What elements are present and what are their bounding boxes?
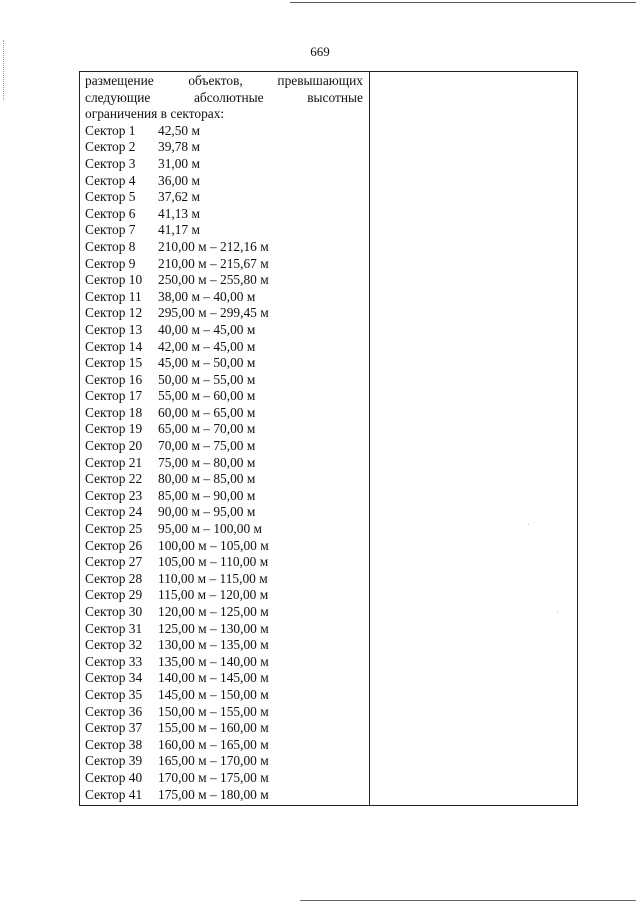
intro-word: абсолютные: [193, 89, 264, 105]
sector-value: 295,00 м – 299,45 м: [158, 305, 269, 321]
sector-value: 42,00 м – 45,00 м: [158, 338, 256, 354]
sector-value: 135,00 м – 140,00 м: [158, 653, 269, 669]
sector-row: [85, 438, 363, 455]
scan-edge-bottom: [300, 900, 636, 901]
sector-row: [85, 704, 363, 721]
sector-value: 65,00 м – 70,00 м: [158, 421, 256, 437]
sector-value: 80,00 м – 85,00 м: [158, 471, 256, 487]
sector-row: [85, 687, 363, 704]
sector-value: 250,00 м – 255,80 м: [158, 272, 269, 288]
sector-name: Сектор 7: [85, 222, 136, 238]
sector-name: Сектор 10: [85, 272, 143, 288]
sector-value: 55,00 м – 60,00 м: [158, 388, 256, 404]
sector-row: [85, 637, 363, 654]
scan-speck: [557, 612, 558, 613]
sector-name: Сектор 19: [85, 421, 143, 437]
sector-value: 31,00 м: [158, 155, 200, 171]
intro-word: следующие: [85, 89, 151, 105]
sector-value: 155,00 м – 160,00 м: [158, 720, 269, 736]
sector-value: 75,00 м – 80,00 м: [158, 454, 256, 470]
sector-name: Сектор 31: [85, 620, 143, 636]
sector-name: Сектор 32: [85, 637, 143, 653]
sector-name: Сектор 3: [85, 155, 136, 171]
sector-value: 110,00 м – 115,00 м: [158, 570, 268, 586]
sector-value: 38,00 м – 40,00 м: [158, 288, 256, 304]
sector-name: Сектор 9: [85, 255, 136, 271]
sector-value: 175,00 м – 180,00 м: [158, 786, 269, 802]
sector-row: [85, 372, 363, 389]
sector-name: Сектор 13: [85, 321, 143, 337]
sector-name: Сектор 36: [85, 703, 143, 719]
sector-row: [85, 720, 363, 737]
sector-row: [85, 139, 363, 156]
sector-row: [85, 256, 363, 273]
sector-value: 140,00 м – 145,00 м: [158, 670, 269, 686]
sector-name: Сектор 18: [85, 404, 143, 420]
sector-row: [85, 604, 363, 621]
sector-name: Сектор 23: [85, 487, 143, 503]
intro-line-3: ограничения в секторах:: [85, 106, 225, 122]
sector-list: [85, 123, 363, 803]
sector-row: [85, 355, 363, 372]
intro-line-1: [85, 73, 363, 90]
sector-row: [85, 670, 363, 687]
sector-value: 165,00 м – 170,00 м: [158, 753, 269, 769]
sector-row: [85, 421, 363, 438]
sector-value: 150,00 м – 155,00 м: [158, 703, 269, 719]
sector-row: [85, 654, 363, 671]
sector-name: Сектор 15: [85, 355, 143, 371]
sector-name: Сектор 14: [85, 338, 143, 354]
sector-name: Сектор 4: [85, 172, 136, 188]
sector-row: [85, 322, 363, 339]
sector-row: [85, 587, 363, 604]
sector-name: Сектор 29: [85, 587, 143, 603]
sector-value: 39,78 м: [158, 139, 200, 155]
sector-name: Сектор 40: [85, 769, 143, 785]
sector-row: [85, 305, 363, 322]
sector-name: Сектор 30: [85, 604, 143, 619]
sector-value: 60,00 м – 65,00 м: [158, 404, 256, 420]
sector-name: Сектор 12: [85, 305, 143, 321]
sector-name: Сектор 38: [85, 736, 143, 752]
sector-name: Сектор 33: [85, 653, 143, 669]
sector-row: [85, 272, 363, 289]
sector-value: 105,00 м – 110,00 м: [158, 554, 269, 570]
sector-name: Сектор 28: [85, 570, 143, 586]
sector-name: Сектор 20: [85, 438, 143, 454]
sector-row: [85, 405, 363, 422]
sector-name: Сектор 35: [85, 686, 143, 702]
sector-name: Сектор 25: [85, 521, 143, 537]
sector-name: Сектор 22: [85, 471, 143, 487]
sector-name: Сектор 16: [85, 371, 143, 387]
sector-name: Сектор 11: [85, 288, 142, 304]
sector-row: [85, 455, 363, 472]
sector-name: Сектор 6: [85, 205, 136, 221]
intro-word: объектов,: [188, 73, 243, 88]
column-divider: [369, 72, 370, 805]
sector-value: 95,00 м – 100,00 м: [158, 521, 262, 537]
sector-row: [85, 621, 363, 638]
document-table: [79, 71, 578, 806]
sector-row: [85, 770, 363, 787]
sector-row: [85, 521, 363, 538]
sector-row: [85, 189, 363, 206]
sector-value: 145,00 м – 150,00 м: [158, 686, 269, 702]
sector-value: 70,00 м – 75,00 м: [158, 438, 256, 454]
sector-value: 115,00 м – 120,00 м: [158, 587, 269, 603]
sector-name: Сектор 24: [85, 504, 143, 520]
sector-name: Сектор 8: [85, 238, 136, 254]
sector-value: 100,00 м – 105,00 м: [158, 537, 269, 553]
intro-word: высотные: [307, 89, 363, 105]
sector-value: 85,00 м – 90,00 м: [158, 487, 256, 503]
sector-value: 160,00 м – 165,00 м: [158, 736, 269, 752]
sector-value: 170,00 м – 175,00 м: [158, 769, 269, 785]
sector-value: 90,00 м – 95,00 м: [158, 504, 256, 520]
sector-name: Сектор 41: [85, 786, 143, 802]
sector-row: [85, 737, 363, 754]
sector-value: 50,00 м – 55,00 м: [158, 371, 256, 387]
sector-row: [85, 289, 363, 306]
sector-name: Сектор 1: [85, 122, 136, 138]
page-number: 669: [310, 44, 330, 59]
sector-name: Сектор 34: [85, 670, 143, 686]
scan-edge-top: [290, 2, 636, 3]
sector-row: [85, 787, 363, 804]
sector-value: 120,00 м – 125,00 м: [158, 604, 269, 619]
sector-row: [85, 388, 363, 405]
sector-name: Сектор 2: [85, 139, 136, 155]
sector-value: 41,13 м: [158, 205, 200, 221]
sector-row: [85, 156, 363, 173]
sector-row: [85, 206, 363, 223]
sector-row: [85, 753, 363, 770]
sector-row: [85, 538, 363, 555]
sector-value: 41,17 м: [158, 222, 200, 238]
sector-value: 37,62 м: [158, 189, 200, 205]
sector-name: Сектор 27: [85, 554, 143, 570]
sector-row: [85, 504, 363, 521]
sector-value: 210,00 м – 212,16 м: [158, 238, 269, 254]
sector-name: Сектор 5: [85, 189, 136, 205]
sector-value: 42,50 м: [158, 122, 200, 138]
sector-row: [85, 571, 363, 588]
sector-name: Сектор 17: [85, 388, 143, 404]
sector-value: 36,00 м: [158, 172, 200, 188]
intro-word: размещение: [85, 73, 154, 88]
sector-name: Сектор 37: [85, 720, 143, 736]
sector-name: Сектор 21: [85, 454, 143, 470]
sector-row: [85, 339, 363, 356]
sector-row: [85, 471, 363, 488]
sector-row: [85, 123, 363, 140]
sector-row: [85, 554, 363, 571]
sector-row: [85, 222, 363, 239]
sector-value: 125,00 м – 130,00 м: [158, 620, 269, 636]
sector-row: [85, 173, 363, 190]
scan-speck: [528, 524, 529, 525]
sector-row: [85, 488, 363, 505]
sector-name: Сектор 39: [85, 753, 143, 769]
intro-line-2: [85, 90, 363, 107]
sector-value: 210,00 м – 215,67 м: [158, 255, 269, 271]
sector-value: 40,00 м – 45,00 м: [158, 321, 256, 337]
intro-word: превышающих: [277, 73, 363, 88]
sector-row: [85, 239, 363, 256]
sector-value: 130,00 м – 135,00 м: [158, 637, 269, 653]
sector-value: 45,00 м – 50,00 м: [158, 355, 256, 371]
left-cell: [85, 73, 363, 803]
sector-name: Сектор 26: [85, 537, 143, 553]
